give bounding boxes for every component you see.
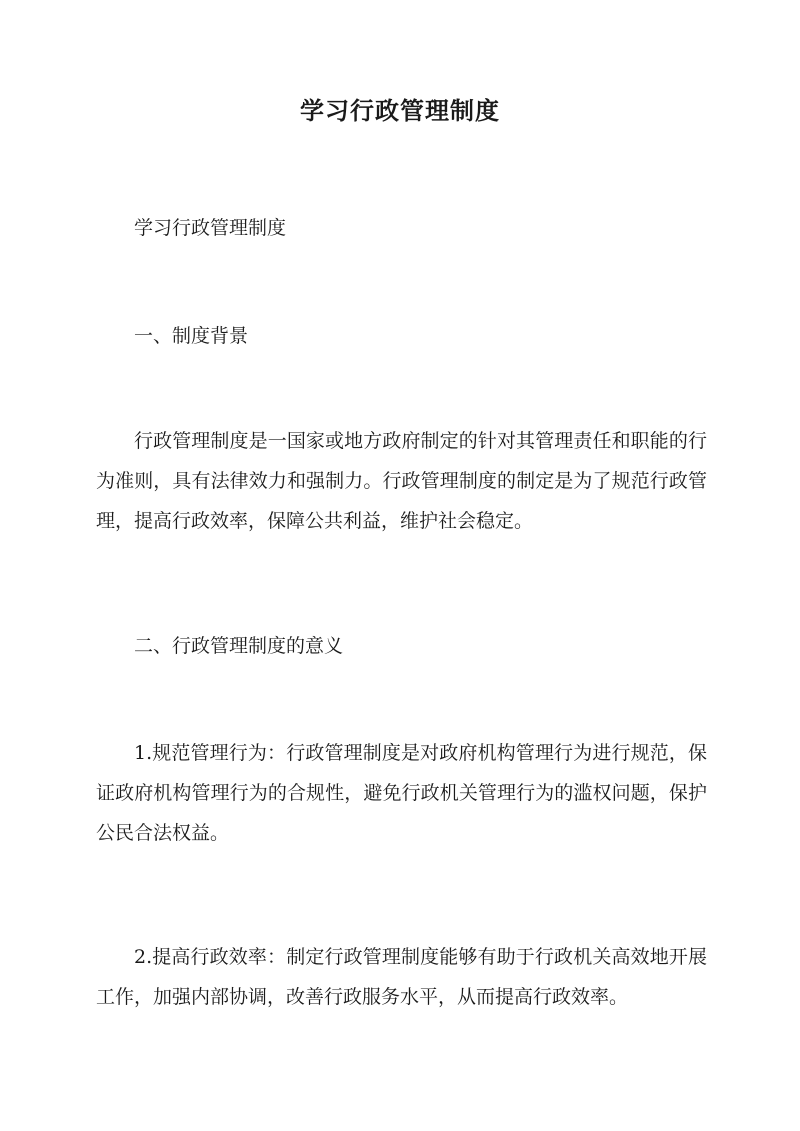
paragraph-point-1: 1.规范管理行为：行政管理制度是对政府机构管理行为进行规范，保证政府机构管理行为的合规性，避免行政机关管理行为的滥权问题，保护公民合法权益。	[96, 742, 707, 844]
paragraph-subtitle: 学习行政管理制度	[134, 217, 287, 239]
section-heading-significance: 二、行政管理制度的意义	[134, 635, 344, 657]
paragraph-background: 行政管理制度是一国家或地方政府制定的针对其管理责任和职能的行为准则，具有法律效力和强制力。行政管理制度的制定是为了规范行政管理，提高行政效率，保障公共利益，维护社会稳定。	[96, 430, 707, 532]
paragraph-point-2: 2.提高行政效率：制定行政管理制度能够有助于行政机关高效地开展工作，加强内部协调，改善行政服务水平，从而提高行政效率。	[96, 946, 707, 1008]
document-title: 学习行政管理制度	[300, 96, 500, 125]
section-heading-background: 一、制度背景	[134, 325, 249, 347]
